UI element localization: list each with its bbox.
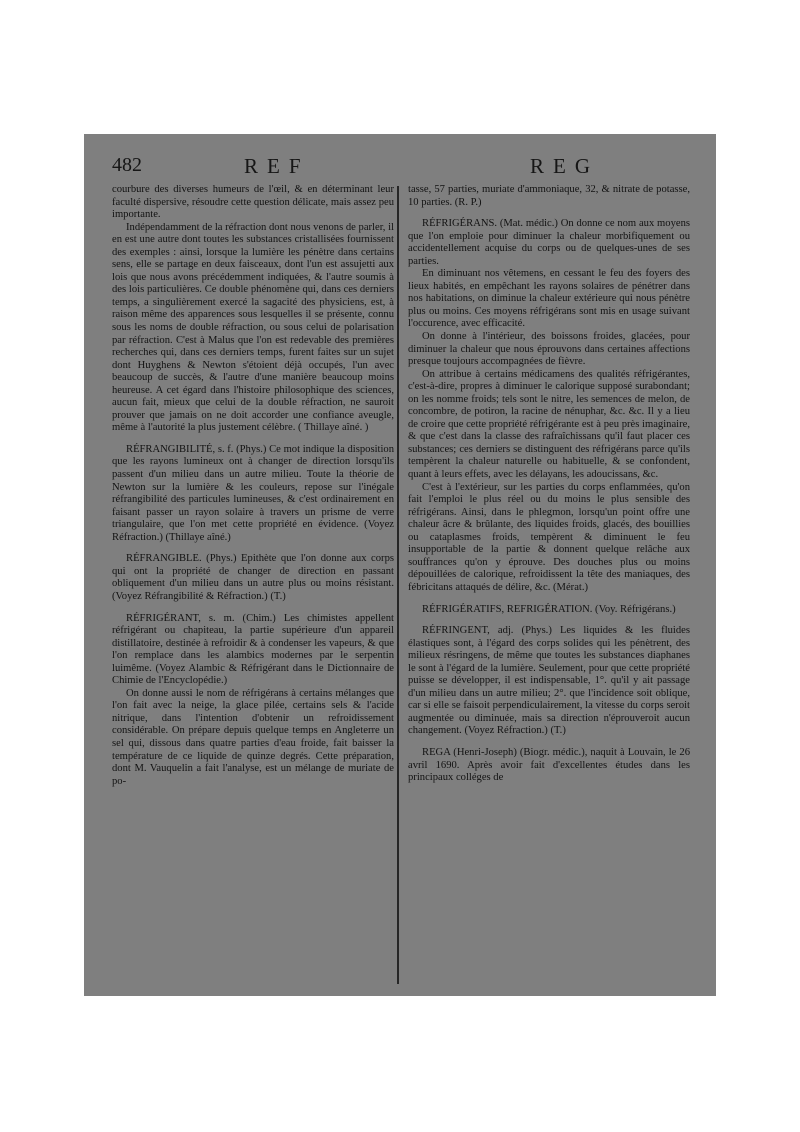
dictionary-entry: REGA (Henri-Joseph) (Biogr. médic.), naquit à Louvain, le 26 avril 1690. Après avoir fait d'excellentes études dans les principaux colléges de <box>408 746 690 784</box>
paragraph: On attribue à certains médicamens des qualités réfrigérantes, c'est-à-dire, propres à diminuer le calorique supposé surabondant; on les nomme froids; tels sont le nitre, les semences de melon, de concombre, de potiron, la racine de nénuphar, &c. &c. Il y a lieu de croire que cette propriété réfrigérante est à peu près imaginaire, & que c'est dans la classe des rafraîchissans qu'il faut placer ces substances; ces derniers se distinguent des réfrigérans parce qu'ils tempèrent la chaleur naturelle ou habituelle, & se confondent, quant à leurs effets, avec les délayans, les adoucissans, &c. <box>408 368 690 481</box>
scanned-page <box>84 134 716 996</box>
dictionary-entry: RÉFRIGÉRANT, s. m. (Chim.) Les chimistes appellent réfrigérant ou chapiteau, la partie supérieure d'un appareil distillatoire, destinée à refroidir & à condenser les vapeurs, & que l'on remplace dans les alambics modernes par le serpentin luimême. (Voyez Alambic & Réfrigérant dans le Dictionnaire de Chimie de l'Encyclopédie.) <box>112 612 394 687</box>
column-divider <box>397 186 399 984</box>
dictionary-entry: RÉFRANGIBILITÉ, s. f. (Phys.) Ce mot indique la disposition que les rayons lumineux ont à changer de direction lorsqu'ils passent d'un milieu dans un autre milieu. Toute la théorie de Newton sur la lumière & les couleurs, repose sur l'inégale réfrangibilité des particules lumineuses, & c'est ordinairement en faisant passer un rayon solaire à travers un prisme de verre triangulaire, que l'on met cette propriété en évidence. (Voyez Réfraction.) (Thillaye aîné.) <box>112 443 394 543</box>
dictionary-entry: RÉFRINGENT, adj. (Phys.) Les liquides & les fluides élastiques sont, à l'égard des corps solides qui les pénètrent, des milieux résringens, de même que toutes les substances diaphanes le sont à l'égard de la lumière. Seulement, pour que cette propriété puisse se développer, il est indispensable, 1°. qu'il y ait passage d'un milieu dans un autre milieu; 2°. que l'incidence soit oblique, car si elle se faisoit perpendiculairement, la vitesse du corps seroit augmentée ou diminuée, mais sa direction n'éprouveroit aucun changement. (Voyez Réfraction.) (T.) <box>408 625 690 737</box>
paragraph: C'est à l'extérieur, sur les parties du corps enflammées, qu'on fait l'emploi le plus réel ou du moins le plus sensible des réfrigérans. Ainsi, dans le phlegmon, lorsqu'un point offre une chaleur âcre & brûlante, des liquides froids, glacés, des bouillies ou cataplasmes froids, tempèrent & diminuent le feu insupportable de la partie & donnent quelque relâche aux souffrances qu'on y éprouve. Des douches plus ou moins dépouillées de calorique, refroidissent la tête des maniaques, des fébricitans attaqués de délire, &c. (Mérat.) <box>408 481 690 593</box>
dictionary-entry: RÉFRIGÉRANS. (Mat. médic.) On donne ce nom aux moyens que l'on emploie pour diminuer la chaleur morbifiquement ou accidentellement acquise du corps ou de quelques-unes de ses parties. <box>408 218 690 267</box>
page-header <box>112 154 708 180</box>
left-running-head: REF <box>244 154 310 178</box>
left-column <box>112 184 394 788</box>
paragraph: On donne à l'intérieur, des boissons froides, glacées, pour diminuer la chaleur que nous éprouvons dans certaines affections presque toujours accompagnées de fièvre. <box>408 331 690 368</box>
dictionary-entry: RÉFRANGIBLE. (Phys.) Epithète que l'on donne aux corps qui ont la propriété de changer de direction en passant obliquement d'un milieu dans un autre plus ou moins résistant. (Voyez Réfrangibilité & Réfraction.) (T.) <box>112 553 394 602</box>
paragraph: On donne aussi le nom de réfrigérans à certains mélanges que l'on fait avec la neige, la glace pilée, certains sels & l'acide nitrique, dans l'intention d'obtenir un refroidissement considérable. On prépare depuis quelque temps en Angleterre un sel qui, dissous dans quatre parties d'eau froide, fait baisser la température de ce liquide de quinze degrés. Cette préparation, dont M. Vauquelin a fait l'analyse, est un mélange de muriate de po- <box>112 687 394 787</box>
paragraph: courbure des diverses humeurs de l'œil, & en déterminant leur faculté dispersive, résoudre cette question délicate, mais assez peu importante. <box>112 184 394 221</box>
paragraph: En diminuant nos vêtemens, en cessant le feu des foyers des lieux habités, en empêchant les rayons solaires de pénétrer dans nos habitations, on diminue la chaleur extérieure qui nous pénètre plus ou moins. Ces moyens réfrigérans sont mis en usage suivant l'occurence, avec efficacité. <box>408 268 690 330</box>
page-number: 482 <box>112 154 142 176</box>
right-running-head: REG <box>530 154 599 178</box>
dictionary-entry: RÉFRIGÉRATIFS, REFRIGÉRATION. (Voy. Réfrigérans.) <box>422 603 676 615</box>
paragraph: Indépendamment de la réfraction dont nous venons de parler, il en est une autre dont toutes les substances cristallisées fournissent des exemples : ainsi, lorsque la lumière les pénètre dans certains sens, elle se partage en deux faisceaux, dont l'un est assujetti aux lois que nous avons précédemment indiquées, & l'autre soumis à des lois particulières. Ce double phénomène qui, dans ces derniers temps, a singulièrement exercé la sagacité des physiciens, est, à raison même des apparences sous lesquelles il se présente, connu sous les noms de double réfraction, ou sous celui de polarisation par réfraction. C'est à Malus que l'on est redevable des premières recherches qui, dans ces derniers temps, furent faites sur un sujet dont Huyghens & Newton s'étoient déjà occupés, l'un avec beaucoup de succès, & l'autre d'une manière beaucoup moins heureuse. A cet égard dans l'histoire philosophique des sciences, aucun fait, mieux que celui de la double réfraction, ne sauroit prouver que jamais on ne doit accorder une confiance aveugle, même à l'autorité la plus justement célèbre. ( Thillaye aîné. ) <box>112 221 394 434</box>
right-column <box>408 184 690 785</box>
paragraph: tasse, 57 parties, muriate d'ammoniaque, 32, & nitrate de potasse, 10 parties. (R. P.) <box>408 184 690 208</box>
